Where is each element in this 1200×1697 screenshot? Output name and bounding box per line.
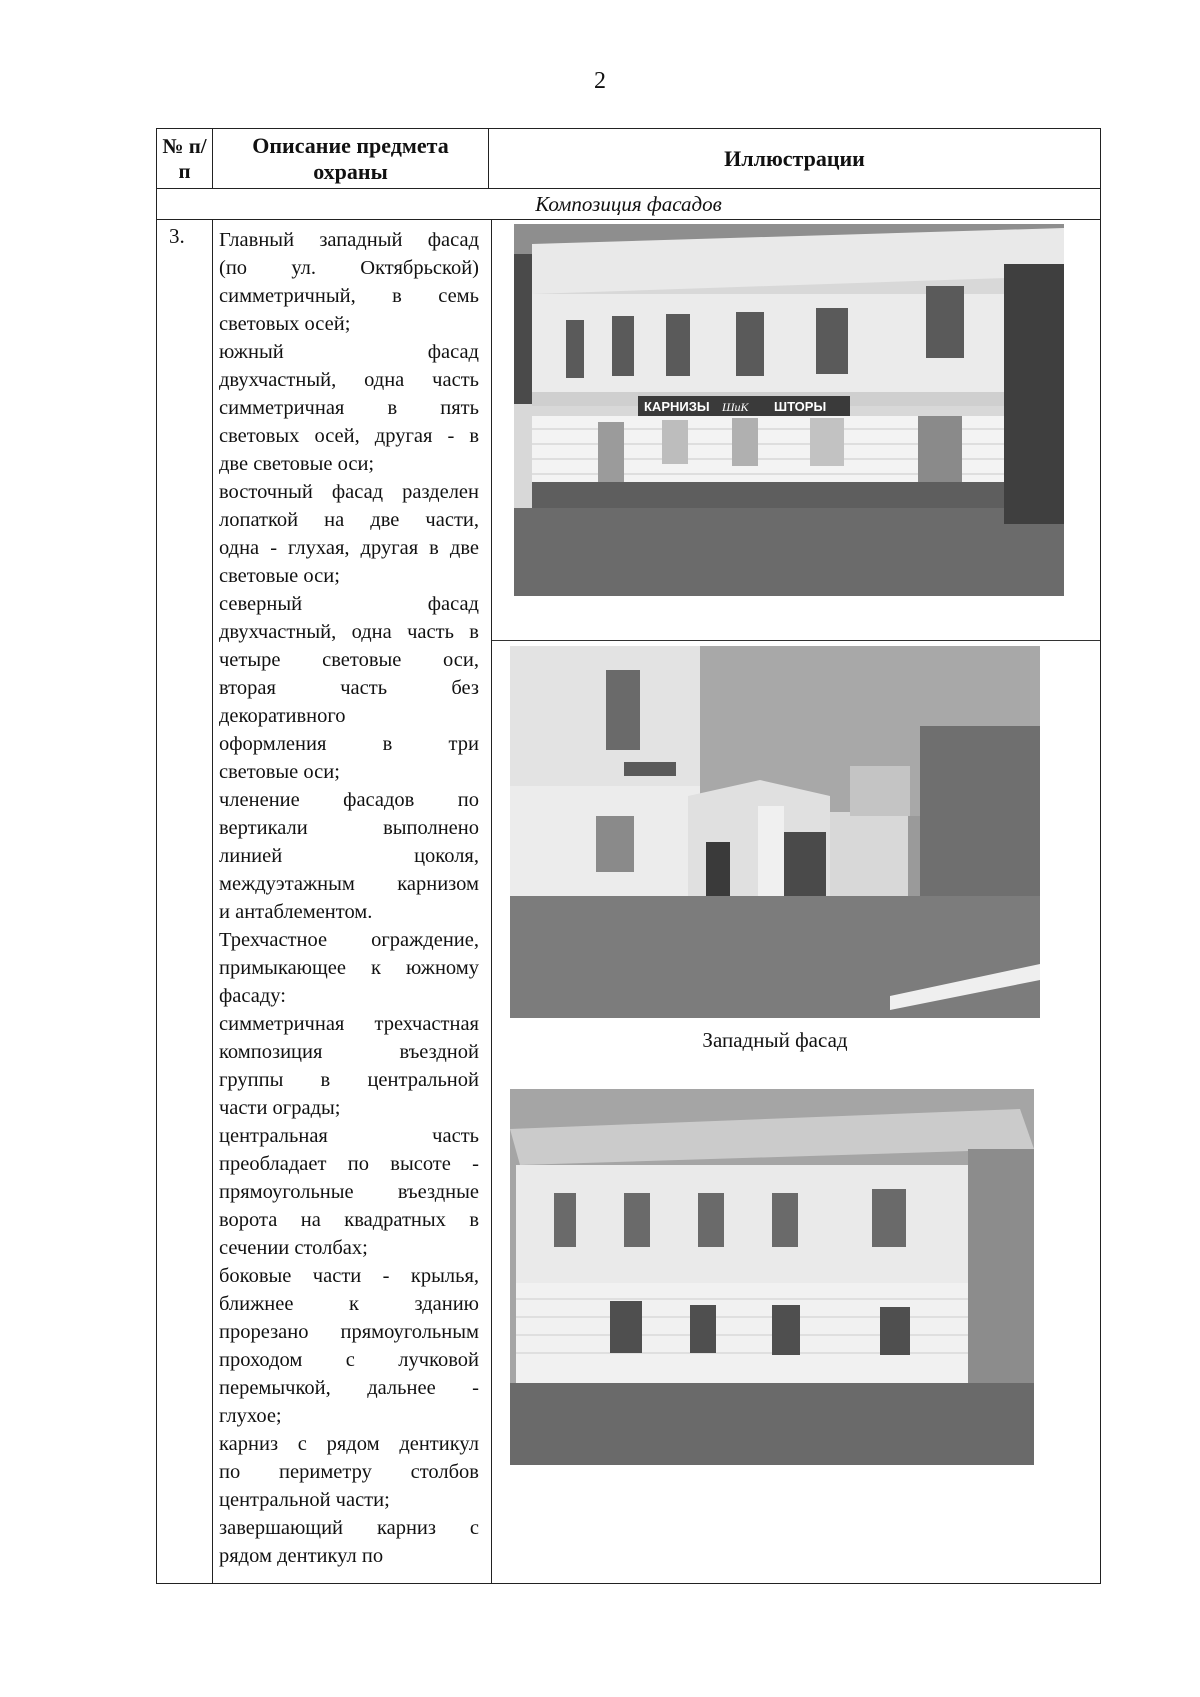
description-line: Главный западный фасад (219, 229, 479, 251)
description-line: оформления в три (219, 733, 479, 755)
description-line: сечении столбах; (219, 1237, 368, 1259)
photo-west-facade-front (514, 224, 1064, 596)
row-number-cell (157, 220, 213, 1583)
description-line: световых осей; (219, 313, 351, 335)
description-line: Трехчастное ограждение, (219, 929, 479, 951)
description-line: группы в центральной (219, 1069, 479, 1091)
description-line: двухчастный, одна часть (219, 369, 479, 391)
description-line: вторая часть без (219, 677, 479, 699)
description-line: симметричная в пять (219, 397, 479, 419)
description-line: прямоугольные въездные (219, 1181, 479, 1203)
header-description: Описание предмета охраны (213, 129, 489, 189)
row-number: 3. (169, 224, 185, 248)
description-line: декоративного (219, 705, 346, 727)
description-line: по периметру столбов (219, 1461, 479, 1483)
description-line: боковые части - крылья, (219, 1265, 479, 1287)
description-line: линией цоколя, (219, 845, 479, 867)
sign-logo-text: ШиК (722, 400, 749, 414)
description-line: части ограды; (219, 1097, 341, 1119)
section-title: Композиция фасадов (157, 189, 1100, 220)
photo-fence-and-facade (510, 646, 1040, 1018)
description-line: проходом с лучковой (219, 1349, 479, 1371)
description-line: ближнее к зданию (219, 1293, 479, 1315)
description-line: южный фасад (219, 341, 479, 363)
description-line: ворота на квадратных в (219, 1209, 479, 1231)
description-line: две световые оси; (219, 453, 375, 475)
description-line: световых осей, другая - в (219, 425, 479, 447)
description-line: членение фасадов по (219, 789, 479, 811)
description-line: завершающий карниз с (219, 1517, 479, 1539)
description-line: центральной части; (219, 1489, 390, 1511)
description-line: фасаду: (219, 985, 286, 1007)
description-line: перемычкой, дальнее - (219, 1377, 479, 1399)
description-line: световые оси; (219, 565, 340, 587)
photo-caption: Западный фасад (702, 1028, 848, 1052)
description-line: карниз с рядом дентикул (219, 1433, 479, 1455)
row-illustrations-cell (492, 220, 1100, 1583)
row-description-cell (213, 220, 492, 1583)
description-line: примыкающее к южному (219, 957, 479, 979)
protection-table (156, 128, 1101, 1584)
description-line: световые оси; (219, 761, 340, 783)
description-line: симметричный, в семь (219, 285, 479, 307)
description-line: (по ул. Октябрьской) (219, 257, 479, 279)
description-line: и антаблементом. (219, 901, 373, 923)
description-line: центральная часть (219, 1125, 479, 1147)
photo-facade-side (510, 1089, 1034, 1465)
description-line: двухчастный, одна часть в (219, 621, 479, 643)
sign-right-text: ШТОРЫ (774, 399, 827, 414)
description-line: композиция въездной (219, 1041, 479, 1063)
sign-left-text: КАРНИЗЫ (644, 399, 710, 414)
description-line: восточный фасад разделен (219, 481, 479, 503)
description-line: вертикали выполнено (219, 817, 479, 839)
description-line: междуэтажным карнизом (219, 873, 479, 895)
description-line: одна - глухая, другая в две (219, 537, 479, 559)
header-number: № п/п (157, 129, 213, 189)
page-number: 2 (594, 68, 606, 94)
description-line: глухое; (219, 1405, 282, 1427)
description-line: прорезано прямоугольным (219, 1321, 479, 1343)
description-line: северный фасад (219, 593, 479, 615)
description-line: преобладает по высоте - (219, 1153, 479, 1175)
header-illustrations: Иллюстрации (489, 129, 1100, 189)
description-line: лопаткой на две части, (219, 509, 479, 531)
illustration-divider (492, 640, 1100, 641)
description-text (219, 226, 479, 1570)
description-line: рядом дентикул по (219, 1545, 384, 1567)
description-line: четыре световые оси, (219, 649, 479, 671)
description-line: симметричная трехчастная (219, 1013, 479, 1035)
